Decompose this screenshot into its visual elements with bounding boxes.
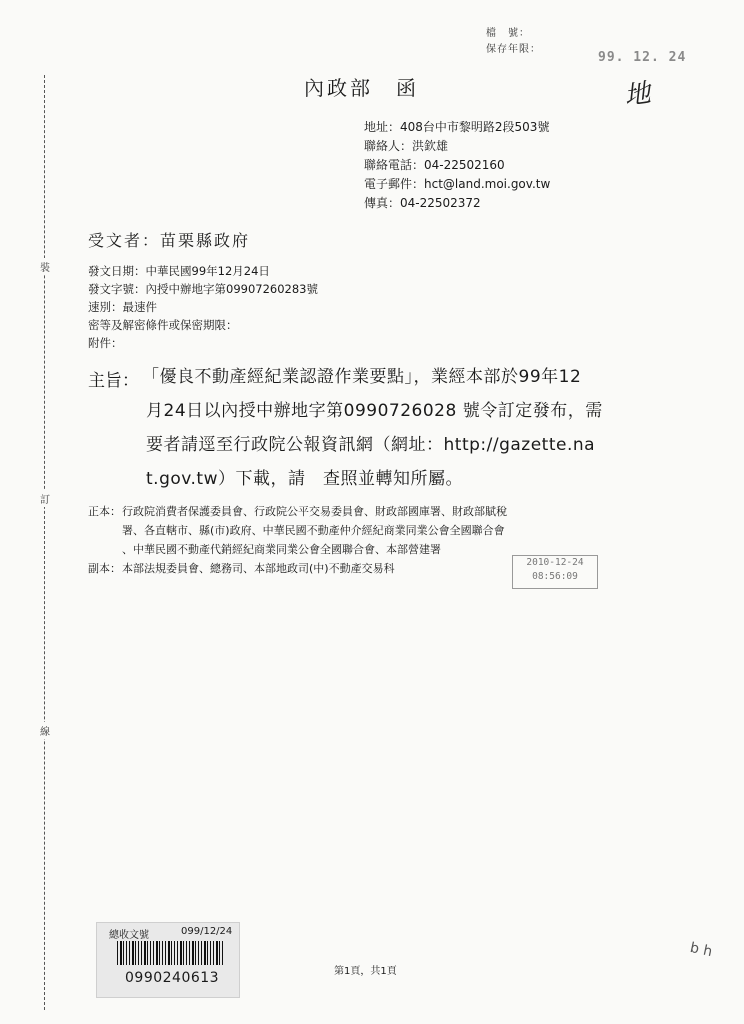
handwritten-mark: 地 bbox=[622, 78, 653, 112]
copy-recipients: 本部法規委員會、總務司、本部地政司(中)不動產交易科 bbox=[122, 562, 395, 575]
primary-recipients-label: 正本： bbox=[88, 505, 121, 518]
retention-label: 保存年限： bbox=[486, 44, 541, 55]
issue-number: 發文字號：內授中辦地字第09907260283號 bbox=[88, 282, 318, 296]
contact-block bbox=[364, 118, 550, 213]
contact-email: 電子郵件：hct@land.moi.gov.tw bbox=[364, 177, 551, 191]
primary-recipients-line: 署、各直轄市、縣(市)政府、中華民國不動產仲介經紀商業同業公會全國聯合會 bbox=[122, 524, 505, 537]
dispatch-stamp-time: 08:56:09 bbox=[532, 571, 578, 582]
primary-recipients bbox=[122, 502, 507, 559]
binding-line bbox=[44, 75, 45, 1010]
barcode-icon bbox=[117, 941, 225, 965]
receipt-number: 0990240613 bbox=[125, 970, 220, 986]
binding-mark-zhuang: 裝 bbox=[40, 258, 50, 275]
primary-recipients-line: 行政院消費者保護委員會、行政院公平交易委員會、財政部國庫署、財政部賦稅 bbox=[122, 505, 507, 518]
contact-fax: 傳真：04-22502372 bbox=[364, 196, 481, 210]
file-number-label: 檔 號： bbox=[486, 28, 530, 39]
corner-note: b h bbox=[688, 939, 714, 961]
contact-person: 聯絡人：洪欽雄 bbox=[364, 139, 449, 153]
subject-line: 要者請逕至行政院公報資訊網（網址：http://gazette.na bbox=[146, 435, 596, 455]
receipt-label-sticker bbox=[96, 922, 240, 998]
archive-info bbox=[486, 26, 541, 58]
dispatch-time-stamp bbox=[512, 555, 598, 589]
speed-class: 速別：最速件 bbox=[88, 300, 157, 314]
recipient: 受文者：苗栗縣政府 bbox=[88, 231, 251, 250]
subject-label: 主旨： bbox=[88, 371, 139, 391]
copy-recipients-label: 副本： bbox=[88, 562, 121, 575]
receipt-date: 099/12/24 bbox=[181, 926, 233, 937]
receipt-title: 總收文號 bbox=[109, 930, 149, 941]
dispatch-stamp-date: 2010-12-24 bbox=[526, 557, 584, 568]
meta-block bbox=[88, 262, 318, 352]
contact-address: 地址：408台中市黎明路2段503號 bbox=[364, 120, 550, 134]
contact-phone: 聯絡電話：04-22502160 bbox=[364, 158, 505, 172]
document-title: 內政部 函 bbox=[304, 76, 419, 100]
received-date-stamp: 99. 12. 24 bbox=[598, 50, 687, 65]
issue-date: 發文日期：中華民國99年12月24日 bbox=[88, 264, 270, 278]
binding-mark-ding: 訂 bbox=[40, 490, 50, 507]
primary-recipients-line: 、中華民國不動產代銷經紀商業同業公會全國聯合會、本部營建署 bbox=[122, 543, 441, 556]
subject-line: 「優良不動產經紀業認證作業要點」，業經本部於99年12 bbox=[142, 367, 582, 387]
attachment: 附件： bbox=[88, 336, 123, 350]
page-number: 第1頁，共1頁 bbox=[334, 966, 397, 977]
subject-line: 月24日以內授中辦地字第0990726028 號令訂定發布，需 bbox=[146, 401, 603, 421]
binding-mark-xian: 線 bbox=[40, 722, 50, 739]
subject-line: t.gov.tw）下載，請 查照並轉知所屬。 bbox=[146, 469, 463, 489]
secrecy-level: 密等及解密條件或保密期限： bbox=[88, 318, 238, 332]
